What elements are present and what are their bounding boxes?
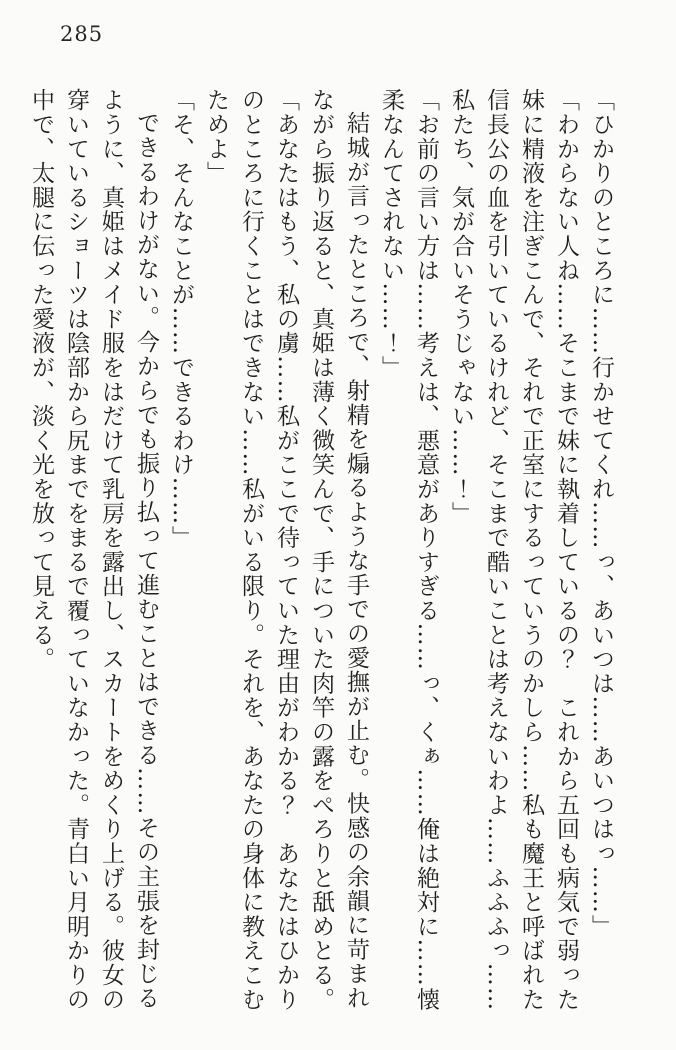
paragraph-dialogue: 「ひかりのところに……行かせてくれ……っ、あいつは……あいつはっ……」 — [588, 88, 614, 939]
paragraph-dialogue: 「わからない人ね……そこまで妹に執着しているの？ これから五回も病気で弱った妹に精液を注ぎこんで、それで正室にするっていうのかしら……私も魔王と呼ばれた信長公の血を引いているけれど、そこまで酷いことは考えないわよ……ふふふっ……私たち、気が合いそうじゃない……！」 — [448, 88, 579, 1012]
paragraph-narration: できるわけがない。今からでも振り払って進むことはできる……その主張を封じるように、真姫はメイド服をはだけて乳房を露出し、スカートをめくり上げる。彼女の穿いているショーツは陰部から尻までをまるで覆っていなかった。青白い月明かりの中で、太腿に伝った愛液が、淡く光を放って見える。 — [28, 88, 159, 1012]
paragraph-dialogue: 「お前の言い方は……考えは、悪意がありすぎる……っ、くぁ……俺は絶対に……懐柔なんてされない……！」 — [378, 88, 439, 1012]
paragraph-dialogue: 「そ、そんなことが……できるわけ……」 — [168, 88, 194, 550]
text-body — [18, 88, 618, 1020]
paragraph-narration: 結城が言ったところで、射精を煽るような手での愛撫が止む。快感の余韻に苛まれながら振り返ると、真姫は薄く微笑んで、手についた肉竿の露をぺろりと舐めとる。 — [308, 88, 369, 1012]
page-number: 285 — [60, 22, 104, 46]
paragraph-dialogue: 「あなたはもう、私の虜……私がここで待っていた理由がわかる？ あなたはひかりのところに行くことはできない……私がいる限り。それを、あなたの身体に教えこむためよ」 — [203, 88, 299, 1012]
